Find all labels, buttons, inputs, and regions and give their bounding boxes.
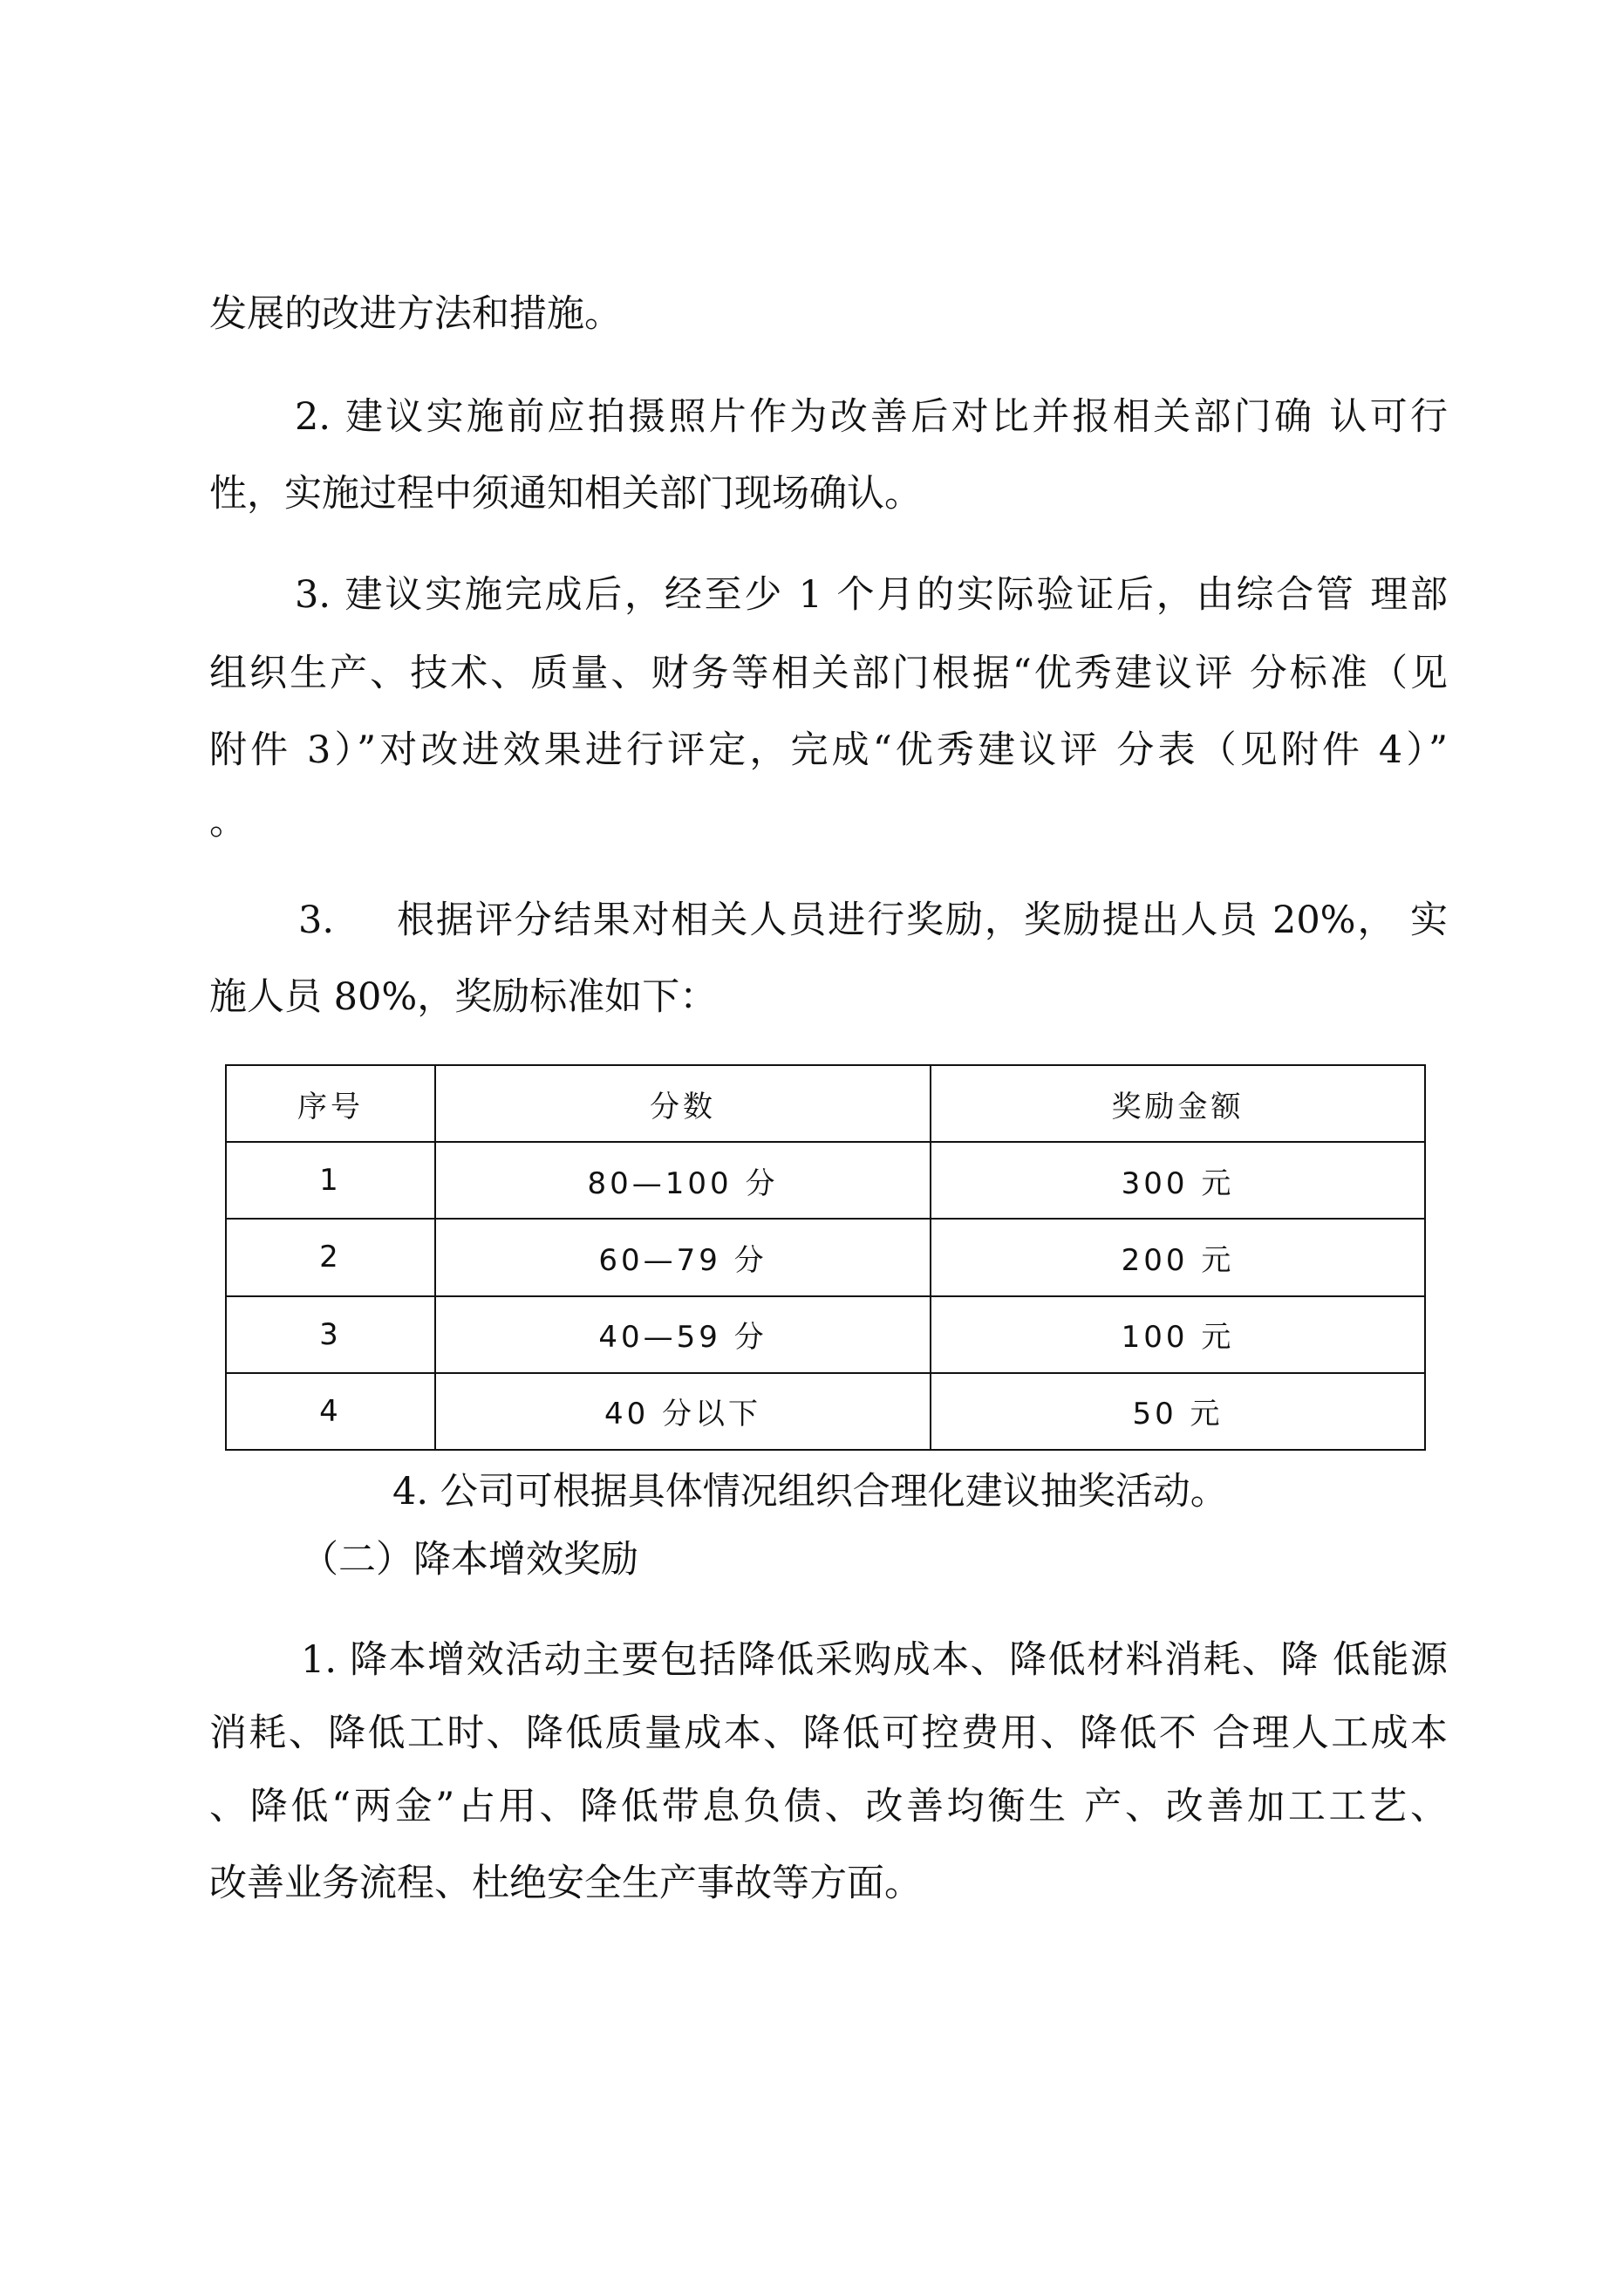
paragraph-line: 2. 建议实施前应拍摄照片作为改善后对比并报相关部门确 认可行 bbox=[295, 395, 1448, 439]
table-cell: 40 分以下 bbox=[435, 1373, 931, 1450]
paragraph-line: 改善业务流程、杜绝安全生产事故等方面。 bbox=[209, 1862, 922, 1905]
table-cell: 300 元 bbox=[931, 1142, 1425, 1219]
table-cell: 200 元 bbox=[931, 1219, 1425, 1295]
paragraph-line: 发展的改进方法和措施。 bbox=[209, 292, 622, 336]
table-cell: 60—79 分 bbox=[435, 1219, 931, 1295]
paragraph-line: 施人员 80%，奖励标准如下： bbox=[209, 975, 718, 1019]
table-row bbox=[226, 1219, 1425, 1295]
table-cell: 1 bbox=[226, 1142, 435, 1219]
section-heading: （二）降本增效奖励 bbox=[301, 1538, 638, 1582]
paragraph-line: 附件 3）”对改进效果进行评定，完成“优秀建议评 分表（见附件 4）” bbox=[209, 728, 1448, 772]
reward-standard-table bbox=[225, 1064, 1426, 1451]
table-cell: 50 元 bbox=[931, 1373, 1425, 1450]
table-cell: 4 bbox=[226, 1373, 435, 1450]
paragraph-line: 、降低“两金”占用、降低带息负债、改善均衡生 产、改善加工工艺、 bbox=[209, 1785, 1448, 1828]
header-cell-amount: 奖励金额 bbox=[931, 1065, 1425, 1142]
header-cell-score: 分数 bbox=[435, 1065, 931, 1142]
paragraph-line: 。 bbox=[209, 800, 247, 844]
paragraph-line: 组织生产、技术、质量、财务等相关部门根据“优秀建议评 分标准（见 bbox=[209, 652, 1448, 695]
paragraph-line: 1. 降本增效活动主要包括降低采购成本、降低材料消耗、降 低能源 bbox=[301, 1638, 1448, 1682]
paragraph-line: 4. 公司可根据具体情况组织合理化建议抽奖活动。 bbox=[392, 1470, 1228, 1514]
table-header-row bbox=[226, 1065, 1425, 1142]
table-row bbox=[226, 1373, 1425, 1450]
table-cell: 80—100 分 bbox=[435, 1142, 931, 1219]
table-cell: 3 bbox=[226, 1296, 435, 1373]
paragraph-line: 消耗、降低工时、降低质量成本、降低可控费用、降低不 合理人工成本 bbox=[209, 1712, 1448, 1755]
table-row bbox=[226, 1142, 1425, 1219]
paragraph-line: 根据评分结果对相关人员进行奖励，奖励提出人员 20%， 实 bbox=[397, 899, 1448, 942]
table-cell: 2 bbox=[226, 1219, 435, 1295]
table-row bbox=[226, 1296, 1425, 1373]
paragraph-line: 3. 建议实施完成后，经至少 1 个月的实际验证后，由综合管 理部 bbox=[295, 573, 1448, 617]
paragraph-line: 性，实施过程中须通知相关部门现场确认。 bbox=[209, 472, 922, 516]
table-cell: 40—59 分 bbox=[435, 1296, 931, 1373]
paragraph-number: 3. bbox=[298, 899, 335, 942]
table-cell: 100 元 bbox=[931, 1296, 1425, 1373]
header-cell-index: 序号 bbox=[226, 1065, 435, 1142]
